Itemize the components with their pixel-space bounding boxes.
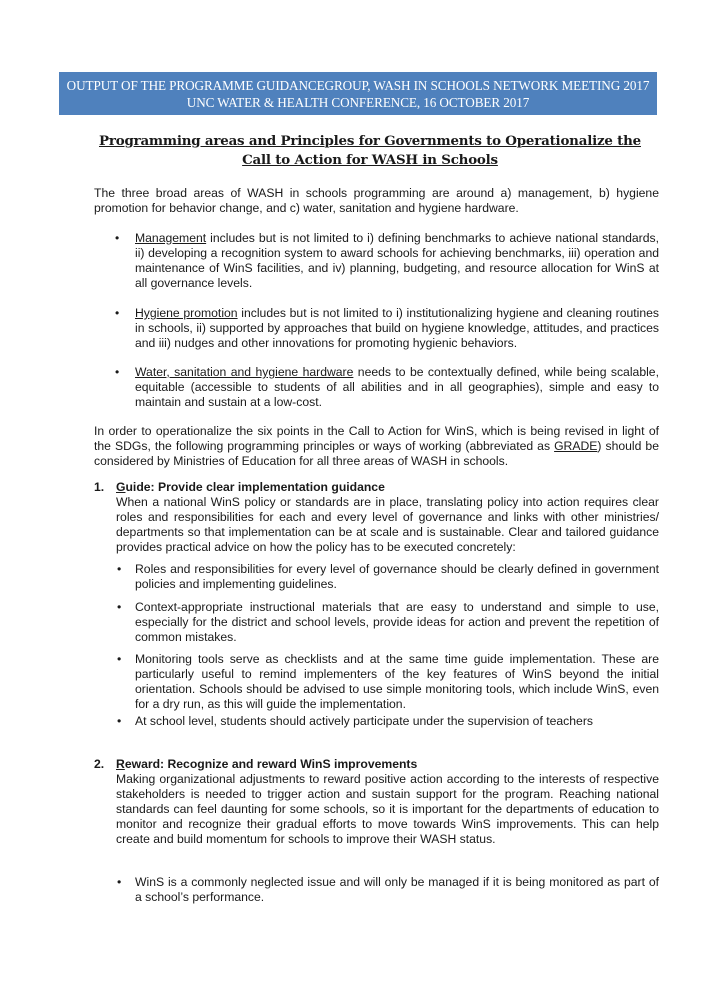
- bullet-icon: •: [117, 562, 122, 576]
- area-term: Management: [135, 231, 207, 245]
- principle-1-bullet-3: • Monitoring tools serve as checklists and at the same time guide implementation. These are particularly useful to remind implementers of the key features of WinS beyond the initial orientation. Schools should be advised to use simple monitoring tools, which include WinS, even for a dry run, as this will guide the implementation.: [117, 652, 659, 711]
- document-title: [80, 132, 660, 170]
- grade-acronym: GRADE: [554, 439, 598, 453]
- principle-1-bullet-4: • At school level, students should actively participate under the supervision of teachers: [117, 714, 593, 728]
- principle-number: 1.: [94, 480, 105, 494]
- principle-1-body: When a national WinS policy or standards are in place, translating policy into action requires clear roles and responsibilities for each and every level of governance and links with other ministries/ departments so that implementation can be at scale and is sustainable. Clear and tailored guidance provides practical advice on how the policy has to be executed concretely:: [116, 495, 659, 554]
- principles-intro-paragraph: [94, 424, 659, 469]
- area-term: Hygiene promotion: [135, 306, 238, 320]
- area-text: includes but is not limited to i) institutionalizing hygiene and cleaning routines in schools, ii) supported by approaches that build on hygiene knowledge, attitudes, and practices and iii) nudges and other innovations for promoting hygienic behaviors.: [135, 306, 660, 350]
- area-term: Water, sanitation and hygiene hardware: [135, 365, 354, 379]
- principles-intro-before: In order to operationalize the six points in the Call to Action for WinS, which is being revised in light of the SDGs, the following programming principles or ways of working (abbreviated as: [94, 424, 659, 453]
- area-item-management: [116, 231, 659, 291]
- bullet-icon: •: [117, 652, 122, 666]
- area-item-hygiene-promotion: [116, 306, 659, 351]
- title-line-1: Programming areas and Principles for Governments to Operationalize the: [98, 133, 641, 149]
- banner-line-2: UNC WATER & HEALTH CONFERENCE, 16 OCTOBER 2017: [186, 94, 530, 110]
- principle-1-heading: [94, 480, 659, 495]
- principle-2-body: Making organizational adjustments to reward positive action according to the interests of respective stakeholders is needed to trigger action and sustain support for the program. Reaching national standards can feel daunting for some schools, so it is important for the departments of education to monitor and recognize their gradual efforts to move towards WinS improvements. This can help create and build momentum for schools to improve their WASH status.: [116, 772, 659, 846]
- principles-intro-after: ) should be considered by Ministries of Education for all three areas of WASH in schools.: [94, 439, 659, 468]
- bullet-icon: •: [117, 600, 122, 614]
- principle-number: 2.: [94, 757, 105, 771]
- principle-initial: R: [116, 757, 125, 771]
- bullet-icon: •: [115, 306, 120, 320]
- bullet-icon: •: [117, 714, 122, 728]
- intro-paragraph: The three broad areas of WASH in schools programming are around a) management, b) hygiene promotion for behavior change, and c) water, sanitation and hygiene hardware.: [94, 186, 659, 215]
- principle-2-heading: [94, 757, 659, 772]
- principle-heading-text: uide: Provide clear implementation guidance: [125, 480, 385, 494]
- area-item-hardware: [116, 365, 659, 410]
- principle-2-bullet-1: • WinS is a commonly neglected issue and will only be managed if it is being monitored as part of a school’s performance.: [117, 875, 659, 904]
- principle-heading-text: eward: Recognize and reward WinS improvements: [124, 757, 418, 771]
- principle-1-bullet-1: • Roles and responsibilities for every level of governance should be clearly defined in government policies and implementing guidelines.: [117, 562, 659, 591]
- banner-line-1: OUTPUT OF THE PROGRAMME GUIDANCEGROUP, WASH IN SCHOOLS NETWORK MEETING 2017: [66, 77, 650, 93]
- bullet-icon: •: [115, 365, 120, 379]
- bullet-icon: •: [115, 231, 120, 245]
- bullet-icon: •: [117, 875, 122, 889]
- area-text: includes but is not limited to i) defining benchmarks to achieve national standards, ii) developing a recognition system to award schools for achieving benchmarks, iii) operation and maintenance of WinS facilities, and iv) planning, budgeting, and resource allocation for WinS at all governance levels.: [135, 231, 659, 290]
- principle-initial: G: [116, 480, 126, 494]
- principle-1-bullet-2: • Context-appropriate instructional materials that are easy to understand and simple to use, especially for the district and school levels, provide ideas for action and prevent the repetition of common mistakes.: [117, 600, 659, 644]
- title-line-2: Call to Action for WASH in Schools: [242, 152, 498, 168]
- area-text: needs to be contextually defined, while being scalable, equitable (accessible to students of all abilities and in all geographies), simple and easy to maintain and sustain at a low-cost.: [135, 365, 659, 409]
- document-banner: [59, 72, 657, 115]
